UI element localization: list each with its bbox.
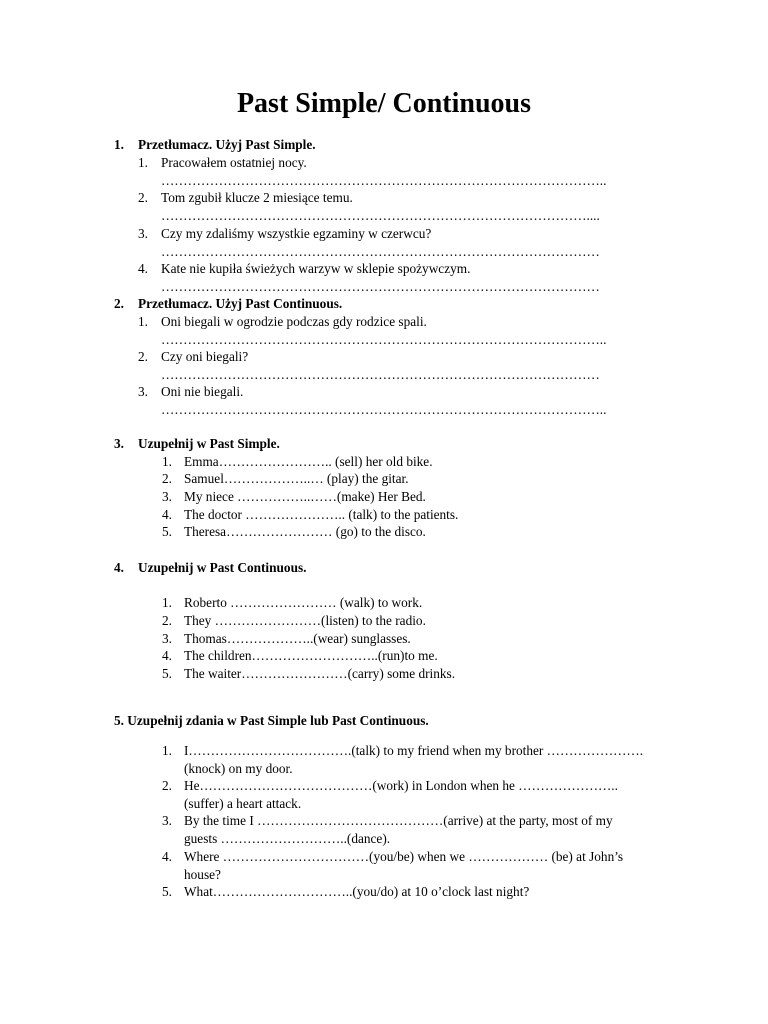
s2-item-1-number: 1. (138, 314, 148, 329)
s1-item-3-answer-line: ……………………………………………………………………………………… (161, 244, 600, 259)
s5-item-5-line1: What…………………………..(you/do) at 10 o’clock last night? (184, 884, 530, 899)
s5-item-1-line1: I……………………………….(talk) to my friend when my brother …………………. (184, 743, 644, 758)
s2-item-2-number: 2. (138, 349, 148, 364)
s2-item-3-number: 3. (138, 384, 148, 399)
s5-item-3-line1: By the time I ……………………………………(arrive) at the party, most of my (184, 813, 613, 828)
s4-item-2-number: 2. (162, 613, 172, 628)
s5-item-3-line2: guests ………………………..(dance). (184, 831, 391, 846)
s2-item-1-text: Oni biegali w ogrodzie podczas gdy rodzice spali. (161, 314, 427, 329)
section-4-number: 4. (114, 560, 124, 575)
s4-item-4-text: The children………………………..(run)to me. (184, 648, 438, 663)
s3-item-2-text: Samuel………………..… (play) the gitar. (184, 471, 409, 486)
s3-item-4-text: The doctor ………………….. (talk) to the patients. (184, 507, 459, 522)
s4-item-5-number: 5. (162, 666, 172, 681)
s1-item-4-text: Kate nie kupiła świeżych warzyw w sklepie spożywczym. (161, 261, 471, 276)
s3-item-3-number: 3. (162, 489, 172, 504)
s1-item-3-text: Czy my zdaliśmy wszystkie egzaminy w czerwcu? (161, 226, 432, 241)
s3-item-2-number: 2. (162, 471, 172, 486)
section-2-number: 2. (114, 296, 124, 311)
section-2-heading: Przetłumacz. Użyj Past Continuous. (138, 296, 343, 311)
s5-item-4-line1: Where ……………………………(you/be) when we ……………… (be) at John’s (184, 849, 624, 864)
s5-item-2-number: 2. (162, 778, 172, 793)
s1-item-1-text: Pracowałem ostatniej nocy. (161, 155, 307, 170)
s5-item-4-line2: house? (184, 867, 221, 882)
s1-item-2-number: 2. (138, 190, 148, 205)
s4-item-2-text: They ……………………(listen) to the radio. (184, 613, 426, 628)
section-1-number: 1. (114, 137, 124, 152)
section-1-heading: Przetłumacz. Użyj Past Simple. (138, 137, 316, 152)
s5-item-4-number: 4. (162, 849, 172, 864)
s2-item-3-text: Oni nie biegali. (161, 384, 244, 399)
s3-item-4-number: 4. (162, 507, 172, 522)
s1-item-1-answer-line: ……………………………………………………………………………………….. (161, 173, 607, 188)
page-title: Past Simple/ Continuous (236, 88, 532, 119)
s5-item-1-number: 1. (162, 743, 172, 758)
s4-item-5-text: The waiter……………………(carry) some drinks. (184, 666, 456, 681)
s1-item-1-number: 1. (138, 155, 148, 170)
s5-item-3-number: 3. (162, 813, 172, 828)
s3-item-3-text: My niece ……………..……(make) Her Bed. (184, 489, 426, 504)
s4-item-1-text: Roberto …………………… (walk) to work. (184, 595, 423, 610)
s4-item-4-number: 4. (162, 648, 172, 663)
s2-item-3-answer-line: ……………………………………………………………………………………….. (161, 402, 607, 417)
s3-item-1-text: Emma…………………….. (sell) her old bike. (184, 454, 433, 469)
s5-item-2-line1: He…………………………………(work) in London when he ………………….. (184, 778, 618, 793)
s1-item-3-number: 3. (138, 226, 148, 241)
s2-item-2-answer-line: ……………………………………………………………………………………… (161, 367, 600, 382)
s3-item-1-number: 1. (162, 454, 172, 469)
s4-item-1-number: 1. (162, 595, 172, 610)
s5-item-2-line2: (suffer) a heart attack. (184, 796, 302, 811)
s1-item-4-answer-line: ……………………………………………………………………………………… (161, 279, 600, 294)
s3-item-5-text: Theresa…………………… (go) to the disco. (184, 524, 426, 539)
section-3-number: 3. (114, 436, 124, 451)
s5-item-1-line2: (knock) on my door. (184, 761, 293, 776)
s2-item-1-answer-line: ……………………………………………………………………………………….. (161, 332, 607, 347)
s2-item-2-text: Czy oni biegali? (161, 349, 249, 364)
s5-item-5-number: 5. (162, 884, 172, 899)
s4-item-3-text: Thomas………………..(wear) sunglasses. (184, 631, 411, 646)
s3-item-5-number: 5. (162, 524, 172, 539)
s1-item-2-text: Tom zgubił klucze 2 miesiące temu. (161, 190, 353, 205)
s4-item-3-number: 3. (162, 631, 172, 646)
s1-item-4-number: 4. (138, 261, 148, 276)
section-4-heading: Uzupełnij w Past Continuous. (138, 560, 307, 575)
section-5-heading: 5. Uzupełnij zdania w Past Simple lub Past Continuous. (114, 713, 429, 728)
section-3-heading: Uzupełnij w Past Simple. (138, 436, 280, 451)
s1-item-2-answer-line: …………………………………………………………………………………….... (161, 208, 600, 223)
